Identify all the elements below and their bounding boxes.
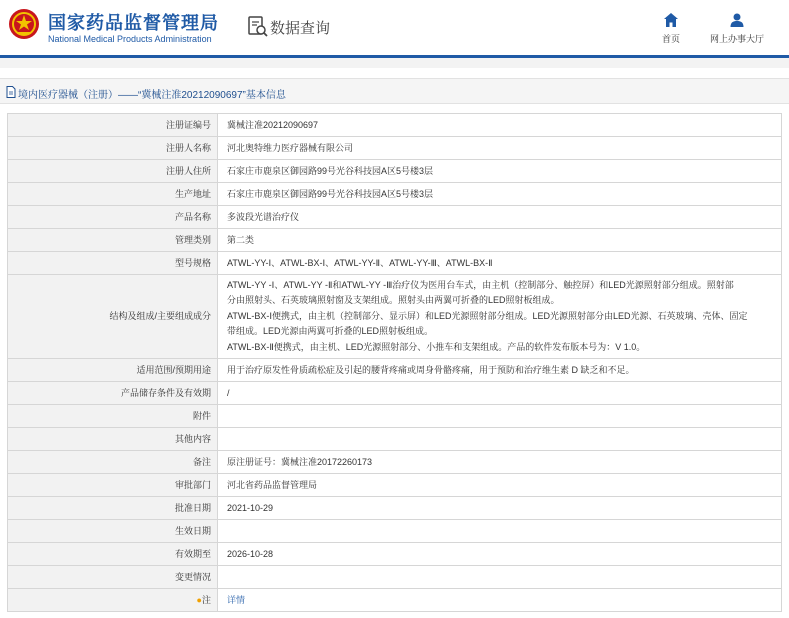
table-row: [8, 451, 782, 474]
nav-home[interactable]: [662, 12, 680, 45]
field-value: 河北奥特维力医疗器械有限公司: [218, 137, 782, 160]
table-row: [8, 474, 782, 497]
structure-line: 带组成。LED光源由两翼可折叠的LED照射板组成。: [227, 326, 434, 337]
nav-online-office[interactable]: [710, 12, 764, 45]
field-label-text: 注: [201, 594, 211, 605]
field-label: 结构及组成/主要组成成分: [8, 275, 218, 359]
field-label: 产品名称: [8, 206, 218, 229]
table-row: [8, 382, 782, 405]
field-label: 生效日期: [8, 520, 218, 543]
document-icon: [6, 86, 16, 98]
table-row: [8, 160, 782, 183]
nav-home-label: 首页: [662, 34, 681, 44]
field-label: 注册人住所: [8, 160, 218, 183]
field-label: 有效期至: [8, 543, 218, 566]
field-value: 冀械注准20212090697: [218, 114, 782, 137]
table-row: [8, 497, 782, 520]
field-label: 注册证编号: [8, 114, 218, 137]
table-row: [8, 252, 782, 275]
home-icon: [663, 12, 679, 28]
field-label: 生产地址: [8, 183, 218, 206]
national-emblem-icon: [8, 8, 40, 40]
data-query-icon: [248, 16, 268, 38]
structure-line: ATWL-BX-Ⅱ便携式，由主机、LED光源照射部分、小推车和支架组成。产品的软件发布版本号为：V 1.0。: [227, 341, 646, 352]
structure-line: ATWL-YY -Ⅰ、ATWL-YY -Ⅱ和ATWL-YY -Ⅲ治疗仪为医用台车式，由主机（控制部分、触控屏）和LED光源照射部分组成。照射部: [227, 279, 734, 290]
nav-online-office-label: 网上办事大厅: [710, 34, 765, 44]
table-row: [8, 566, 782, 589]
table-row: [8, 206, 782, 229]
field-value: 用于治疗原发性骨质疏松症及引起的腰背疼痛或周身骨骼疼痛，用于预防和治疗维生素 D 缺乏和不足。: [218, 359, 782, 382]
header-band: [0, 58, 789, 68]
table-row: [8, 114, 782, 137]
field-label-note: [8, 589, 218, 612]
field-label: 审批部门: [8, 474, 218, 497]
table-row: [8, 520, 782, 543]
table-row: [8, 183, 782, 206]
field-value: 石家庄市鹿泉区御园路99号光谷科技园A区5号楼3层: [218, 183, 782, 206]
site-header: [0, 0, 789, 55]
field-value: 2021-10-29: [218, 497, 782, 520]
field-value: [218, 520, 782, 543]
site-subtitle: National Medical Products Administration: [48, 34, 212, 44]
field-value: 多波段光谱治疗仪: [218, 206, 782, 229]
field-value: 河北省药品监督管理局: [218, 474, 782, 497]
details-link[interactable]: 详情: [227, 594, 246, 605]
field-value: [218, 428, 782, 451]
field-value: /: [218, 382, 782, 405]
field-label: 产品储存条件及有效期: [8, 382, 218, 405]
field-label: 变更情况: [8, 566, 218, 589]
structure-line: 分由照射头、石英玻璃照射窗及支架组成。照射头由两翼可折叠的LED照射板组成。: [227, 295, 560, 306]
field-label: 管理类别: [8, 229, 218, 252]
field-label: 附件: [8, 405, 218, 428]
table-row: [8, 275, 782, 359]
registration-detail-table: [7, 113, 782, 612]
table-row: [8, 428, 782, 451]
field-value: 石家庄市鹿泉区御园路99号光谷科技园A区5号楼3层: [218, 160, 782, 183]
field-value: [218, 566, 782, 589]
breadcrumb-text: 境内医疗器械（注册）——“冀械注准20212090697”基本信息: [18, 90, 286, 101]
table-row: [8, 137, 782, 160]
lightbulb-icon: ●: [196, 594, 202, 605]
table-row: [8, 543, 782, 566]
field-label: 适用范围/预期用途: [8, 359, 218, 382]
field-label: 其他内容: [8, 428, 218, 451]
field-value: 第二类: [218, 229, 782, 252]
structure-line: ATWL-BX-Ⅰ便携式，由主机（控制部分、显示屏）和LED光源照射部分组成。LED光源照射部分由LED光源、石英玻璃、壳体、固定: [227, 310, 748, 321]
table-row: [8, 229, 782, 252]
field-label: 备注: [8, 451, 218, 474]
field-value: ATWL-YY-Ⅰ、ATWL-BX-Ⅰ、ATWL-YY-Ⅱ、ATWL-YY-Ⅲ、ATWL-BX-Ⅱ: [218, 252, 782, 275]
field-value: 2026-10-28: [218, 543, 782, 566]
table-row: [8, 359, 782, 382]
field-value: 原注册证号：冀械注准20172260173: [218, 451, 782, 474]
query-title: 数据查询: [270, 20, 331, 37]
field-label: 批准日期: [8, 497, 218, 520]
breadcrumb: [0, 78, 789, 104]
field-label: 型号规格: [8, 252, 218, 275]
site-title[interactable]: 国家药品监督管理局: [48, 13, 219, 33]
field-value: [218, 405, 782, 428]
user-icon: [729, 12, 745, 28]
field-label: 注册人名称: [8, 137, 218, 160]
table-row: [8, 405, 782, 428]
field-value: [218, 589, 782, 612]
field-value-structure: [218, 275, 782, 359]
table-row: [8, 589, 782, 612]
